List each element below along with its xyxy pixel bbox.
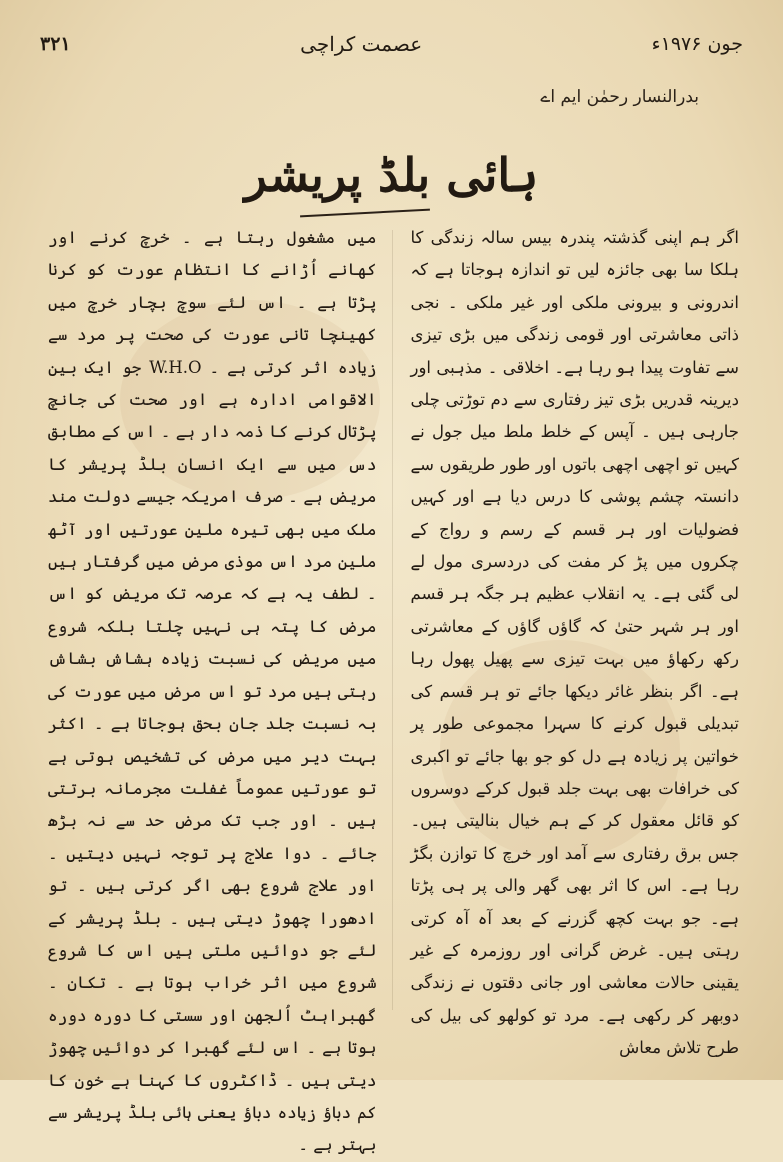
column-right [410, 222, 740, 1058]
page-number: ۳۲۱ [40, 33, 71, 55]
column-left-text: میں مشغول رہتا ہے ۔ خرچ کرنے اور کھانے اُڑانے کا انتظام عورت کو کرنا پڑتا ہے ۔ اس لئے سوچ بچار خرچ میں کھینچا تانی عورت کی صحت پر مرد سے زیادہ اثر کرتی ہے ۔ W.H.O جو ایک بین الاقوامی ادارہ ہے اور صحت کی جانچ پڑتال کرنے کا ذمہ دار ہے ۔ اس کے مطابق دس میں سے ایک انسان بلڈ پریشر کا مریض ہے ۔ صرف امریکہ جیسے دولت مند ملک میں بھی تیرہ ملین عورتیں اور آٹھ ملین مرد اس موذی مرض میں گرفتار ہیں ۔ لطف یہ ہے کہ عرصہ تک مریض کو اس مرض کا پتہ ہی نہیں چلتا بلکہ شروع میں مریض کی نسبت زیادہ ہشاش بشاش رہتی ہیں مرد تو اس مرض میں عورت کی بہ نسبت جلد جان بحق ہوجاتا ہے ۔ اکثر بہت دیر میں مرض کی تشخیص ہوتی ہے تو عورتیں عموماً غفلت مجرمانہ برتتی ہیں ۔ اور جب تک مرض حد سے نہ بڑھ جائے ۔ دوا علاج پر توجہ نہیں دیتیں ۔ اور علاج شروع بھی اگر کرتی ہیں ۔ تو ادھورا چھوڑ دیتی ہیں ۔ بلڈ پریشر کے لئے جو دوائیں ملتی ہیں اس کا شروع شروع میں اثر خراب ہوتا ہے ۔ تکان ۔ گھبراہٹ اُلجھن اور سستی کا دورہ دورہ ہوتا ہے ۔ اس لئے گھبرا کر دوائیں چھوڑ دیتی ہیں ۔ ڈاکٹروں کا کہنا ہے خون کا کم دباؤ زیادہ دباؤ یعنی ہائی بلڈ پریشر سے بہتر ہے ۔ [48, 228, 377, 1155]
title-underline [300, 209, 430, 218]
column-right-text: اگر ہم اپنی گذشتہ پندرہ بیس سالہ زندگی کا ہلکا سا بھی جائزہ لیں تو اندازہ ہوجاتا ہے کہ اندرونی و بیرونی ملکی اور غیر ملکی ۔ نجی ذاتی معاشرتی اور قومی زندگی میں بڑی تیزی سے تفاوت پیدا ہو رہا ہے۔ اخلاقی ۔ مذہبی اور دیرینہ قدریں بڑی تیز رفتاری سے دم توڑتی چلی جارہی ہیں ۔ آپس کے خلط ملط میل جول نے کہیں تو اچھی اچھی باتوں اور طور طریقوں سے دانستہ چشم پوشی کا درس دیا ہے اور کہیں فضولیات اور ہر قسم کے رسم و رواج کے چکروں میں پڑ کر مفت کی دردسری مول لے لی گئی ہے۔ یہ انقلاب عظیم ہر جگہ ہر قسم اور ہر شہر حتیٰ کہ گاؤں گاؤں کے معاشرتی رکھ رکھاؤ میں بہت تیزی سے پھیل پھول رہا ہے۔ اگر بنظر غائر دیکھا جائے تو ہر قسم کی تبدیلی قبول کرنے کا سہرا مجموعی طور پر خواتین پر زیادہ ہے دل کو جو بھا جائے تو اکبری کی خرافات بھی بہت جلد قبول کرکے دوسروں کو قائل معقول کر کے ہم خیال بنالیتی ہیں۔ جس برق رفتاری سے آمد اور خرچ کا توازن بگڑ رہا ہے۔ اس کا اثر بھی گھر والی پر ہی پڑتا ہے۔ جو بہت کچھ گزرنے کے بعد آہ آہ کرتی رہتی ہیں۔ غرض گرانی اور روزمرہ کے غیر یقینی حالات معاشی اور جانی دقتوں نے زندگی دوبھر کر رکھی ہے۔ مرد تو کولھو کی بیل کی طرح تلاش معاش [410, 228, 739, 1058]
page-header [40, 24, 743, 64]
issue-date: جون ۱۹۷۶ء [651, 33, 743, 55]
column-left [48, 222, 377, 1155]
magazine-name: عصمت کراچی [300, 32, 423, 56]
article-body [48, 222, 739, 1155]
article-title: ہائی بلڈ پریشر [244, 148, 539, 202]
author-name: بدرالنسار رحمٰن ایم اے [540, 87, 699, 107]
